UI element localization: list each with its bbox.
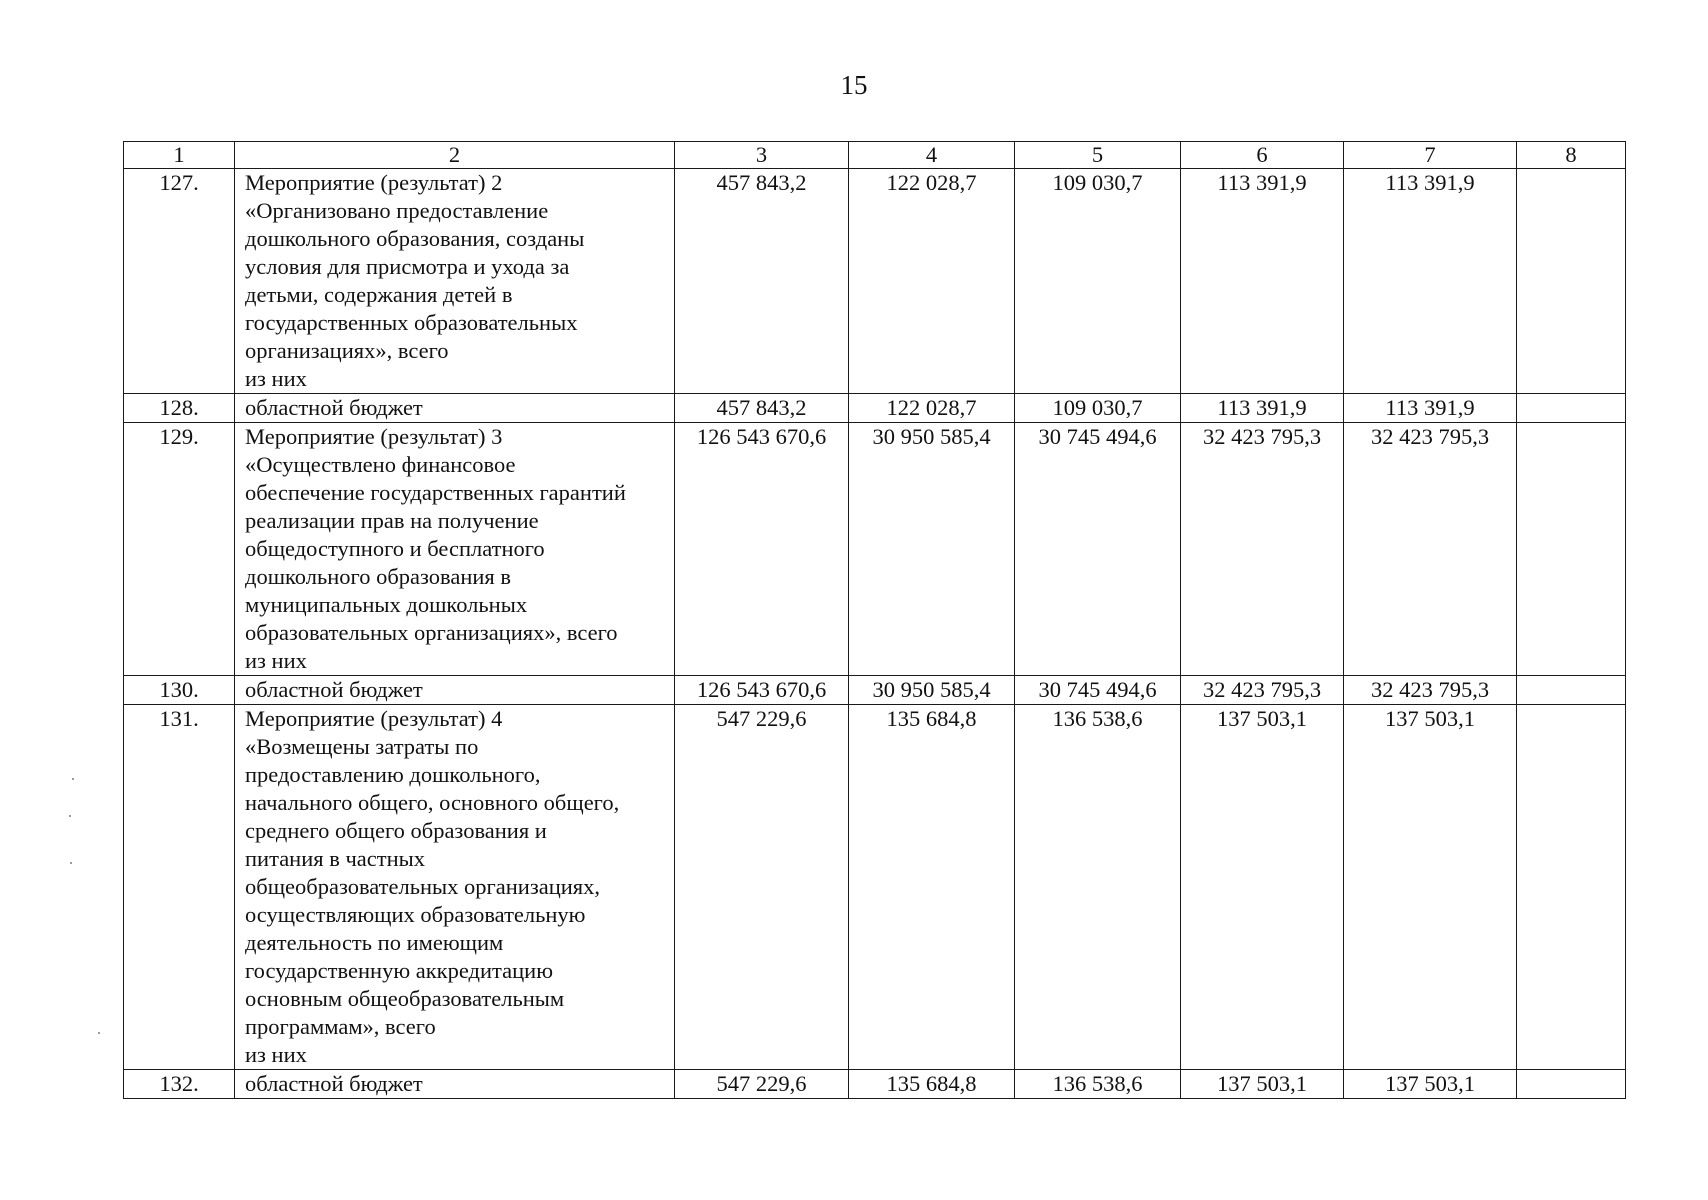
description-line: Мероприятие (результат) 2 xyxy=(245,170,503,195)
budget-table xyxy=(123,141,1626,1099)
value-cell xyxy=(1517,394,1626,423)
value-cell: 126 543 670,6 xyxy=(675,423,849,676)
row-number: 130. xyxy=(124,676,235,705)
table-header-row xyxy=(124,142,1626,169)
value-cell: 122 028,7 xyxy=(849,394,1015,423)
row-description xyxy=(235,394,675,423)
row-number: 128. xyxy=(124,394,235,423)
value-cell: 137 503,1 xyxy=(1344,1070,1517,1099)
column-header: 3 xyxy=(675,142,849,169)
description-line: государственную аккредитацию xyxy=(245,958,554,983)
value-cell: 109 030,7 xyxy=(1015,394,1181,423)
value-cell: 113 391,9 xyxy=(1344,394,1517,423)
row-description xyxy=(235,423,675,676)
value-cell: 137 503,1 xyxy=(1344,705,1517,1070)
scan-speck xyxy=(72,778,74,780)
description-line: «Осуществлено финансовое xyxy=(245,452,516,477)
value-cell: 135 684,8 xyxy=(849,1070,1015,1099)
scan-speck xyxy=(98,1032,100,1034)
description-line: питания в частных xyxy=(245,846,426,871)
value-cell: 547 229,6 xyxy=(675,1070,849,1099)
description-line: осуществляющих образовательную xyxy=(245,902,586,927)
description-line: государственных образовательных xyxy=(245,310,578,335)
value-cell: 30 950 585,4 xyxy=(849,676,1015,705)
row-number: 131. xyxy=(124,705,235,1070)
description-line: обеспечение государственных гарантий xyxy=(245,480,626,505)
description-line: основным общеобразовательным xyxy=(245,986,565,1011)
value-cell: 136 538,6 xyxy=(1015,705,1181,1070)
description-line: «Организовано предоставление xyxy=(245,198,549,223)
column-header: 7 xyxy=(1344,142,1517,169)
value-cell: 113 391,9 xyxy=(1344,169,1517,394)
page-number: 15 xyxy=(840,70,868,100)
column-header: 4 xyxy=(849,142,1015,169)
description-line: областной бюджет xyxy=(245,677,423,702)
description-line: дошкольного образования, созданы xyxy=(245,226,585,251)
description-line: предоставлению дошкольного, xyxy=(245,762,541,787)
description-line: начального общего, основного общего, xyxy=(245,790,620,815)
column-header: 1 xyxy=(124,142,235,169)
value-cell: 126 543 670,6 xyxy=(675,676,849,705)
description-line: «Возмещены затраты по xyxy=(245,734,479,759)
description-line: детьми, содержания детей в xyxy=(245,282,513,307)
value-cell: 32 423 795,3 xyxy=(1181,423,1344,676)
description-line: Мероприятие (результат) 4 xyxy=(245,706,503,731)
value-cell: 457 843,2 xyxy=(675,394,849,423)
description-line: организациях», всего xyxy=(245,338,449,363)
description-line: программам», всего xyxy=(245,1014,436,1039)
value-cell xyxy=(1517,705,1626,1070)
row-number: 129. xyxy=(124,423,235,676)
description-line: реализации прав на получение xyxy=(245,508,539,533)
value-cell: 32 423 795,3 xyxy=(1344,423,1517,676)
table-row xyxy=(124,169,1626,394)
table-row xyxy=(124,1070,1626,1099)
table-row xyxy=(124,394,1626,423)
description-line: дошкольного образования в xyxy=(245,564,512,589)
description-line: областной бюджет xyxy=(245,1071,423,1096)
value-cell: 113 391,9 xyxy=(1181,169,1344,394)
description-line: областной бюджет xyxy=(245,395,423,420)
description-line: условия для присмотра и ухода за xyxy=(245,254,570,279)
description-line: из них xyxy=(245,648,307,673)
value-cell: 547 229,6 xyxy=(675,705,849,1070)
value-cell: 137 503,1 xyxy=(1181,1070,1344,1099)
value-cell xyxy=(1517,423,1626,676)
value-cell: 30 745 494,6 xyxy=(1015,423,1181,676)
column-header: 6 xyxy=(1181,142,1344,169)
description-line: среднего общего образования и xyxy=(245,818,547,843)
row-description xyxy=(235,705,675,1070)
scan-speck xyxy=(70,862,72,864)
value-cell: 30 950 585,4 xyxy=(849,423,1015,676)
value-cell xyxy=(1517,676,1626,705)
scan-speck xyxy=(69,815,71,817)
description-line: образовательных организациях», всего xyxy=(245,620,618,645)
description-line: Мероприятие (результат) 3 xyxy=(245,424,503,449)
value-cell xyxy=(1517,169,1626,394)
column-header: 5 xyxy=(1015,142,1181,169)
value-cell: 122 028,7 xyxy=(849,169,1015,394)
value-cell: 113 391,9 xyxy=(1181,394,1344,423)
value-cell: 136 538,6 xyxy=(1015,1070,1181,1099)
row-description xyxy=(235,169,675,394)
table-row xyxy=(124,705,1626,1070)
value-cell xyxy=(1517,1070,1626,1099)
value-cell: 30 745 494,6 xyxy=(1015,676,1181,705)
column-header: 8 xyxy=(1517,142,1626,169)
description-line: из них xyxy=(245,366,307,391)
description-line: муниципальных дошкольных xyxy=(245,592,528,617)
value-cell: 135 684,8 xyxy=(849,705,1015,1070)
table-row xyxy=(124,676,1626,705)
column-header: 2 xyxy=(235,142,675,169)
value-cell: 32 423 795,3 xyxy=(1181,676,1344,705)
description-line: деятельность по имеющим xyxy=(245,930,504,955)
description-line: общеобразовательных организациях, xyxy=(245,874,601,899)
table-row xyxy=(124,423,1626,676)
value-cell: 109 030,7 xyxy=(1015,169,1181,394)
row-description xyxy=(235,676,675,705)
description-line: из них xyxy=(245,1042,307,1067)
row-number: 127. xyxy=(124,169,235,394)
row-description xyxy=(235,1070,675,1099)
description-line: общедоступного и бесплатного xyxy=(245,536,545,561)
value-cell: 137 503,1 xyxy=(1181,705,1344,1070)
value-cell: 32 423 795,3 xyxy=(1344,676,1517,705)
value-cell: 457 843,2 xyxy=(675,169,849,394)
row-number: 132. xyxy=(124,1070,235,1099)
